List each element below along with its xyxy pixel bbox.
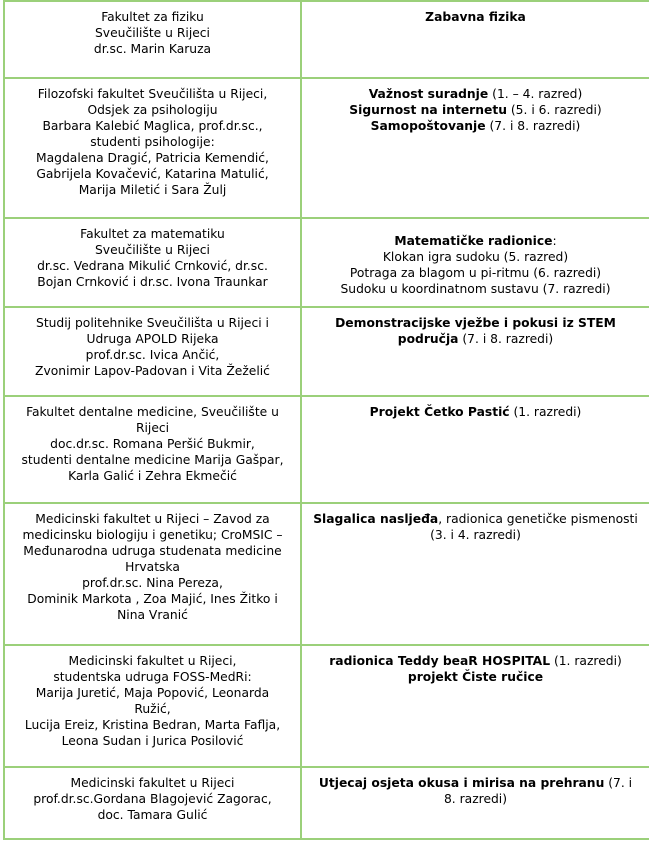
activity-line — [305, 249, 646, 265]
institution-line: Leona Sudan i Jurica Posilović — [61, 734, 244, 748]
institution-line: doc. Tamara Gulić — [97, 808, 208, 822]
activity-line — [305, 233, 646, 249]
institution-line: Fakultet za matematiku — [80, 227, 225, 241]
institution-line: Studij politehnike Sveučilišta u Rijeci i — [36, 316, 269, 330]
activity-detail: (7. i 8. razredi) — [458, 332, 554, 346]
activity-cell — [301, 1, 649, 78]
institution-line: Hrvatska — [125, 560, 180, 574]
institution-line: doc.dr.sc. Romana Peršić Bukmir, — [50, 437, 255, 451]
activity-detail: (1. razredi) — [550, 654, 622, 668]
institution-cell — [4, 218, 301, 307]
table-row — [4, 78, 649, 218]
activity-title: Utjecaj osjeta okusa i mirisa na prehranu — [318, 776, 605, 790]
institution-line: Odsjek za psihologiju — [87, 103, 218, 117]
activity-line — [305, 775, 646, 791]
activity-detail: (3. i 4. razredi) — [430, 528, 521, 542]
activity-detail: : — [552, 234, 557, 248]
activity-detail: Sudoku u koordinatnom sustavu (7. razredi) — [340, 282, 611, 296]
activity-title: projekt Čiste ručice — [407, 670, 544, 684]
activity-line — [305, 511, 646, 527]
activity-line — [305, 281, 646, 297]
activity-cell — [301, 645, 649, 767]
institution-line: Magdalena Dragić, Patricia Kemendić, — [36, 151, 269, 165]
activity-title: Demonstracijske vježbe i pokusi iz STEM — [335, 316, 616, 330]
activity-title: radionica Teddy beaR HOSPITAL — [329, 654, 551, 668]
activity-line — [305, 86, 646, 102]
institution-line: Ružić, — [134, 702, 171, 716]
institution-line: Gabrijela Kovačević, Katarina Matulić, — [36, 167, 269, 181]
table-row — [4, 396, 649, 503]
institution-cell — [4, 503, 301, 645]
institution-line: Barbara Kalebić Maglica, prof.dr.sc., — [42, 119, 263, 133]
institution-line: Udruga APOLD Rijeka — [86, 332, 219, 346]
institution-line: dr.sc. Vedrana Mikulić Crnković, dr.sc. — [37, 259, 268, 273]
institution-line: Medicinski fakultet u Rijeci – Zavod za — [35, 512, 270, 526]
activity-detail: Klokan igra sudoku (5. razred) — [382, 250, 569, 264]
activity-detail: (1. razredi) — [509, 405, 582, 419]
institution-line: Nina Vranić — [117, 608, 188, 622]
activity-title: Zabavna fizika — [425, 10, 526, 24]
institution-cell — [4, 1, 301, 78]
activity-line — [305, 118, 646, 134]
activity-detail: (7. i — [604, 776, 633, 790]
activity-title: Samopoštovanje — [370, 119, 486, 133]
institution-line: Međunarodna udruga studenata medicine — [23, 544, 282, 558]
institution-line: Medicinski fakultet u Rijeci, — [68, 654, 237, 668]
institution-line: Dominik Markota , Zoa Majić, Ines Žitko i — [27, 592, 278, 606]
institution-line: Lucija Ereiz, Kristina Bedran, Marta Faflja, — [24, 718, 281, 732]
institution-line: studenti dentalne medicine Marija Gašpar, — [21, 453, 284, 467]
table-row — [4, 767, 649, 839]
institution-line: Sveučilište u Rijeci — [95, 26, 210, 40]
activity-line — [305, 315, 646, 331]
institution-line: Medicinski fakultet u Rijeci — [70, 776, 235, 790]
institution-line: studentska udruga FOSS-MedRi: — [53, 670, 252, 684]
institution-line: prof.dr.sc.Gordana Blagojević Zagorac, — [33, 792, 272, 806]
institution-line: Karla Galić i Zehra Ekmečić — [68, 469, 237, 483]
activity-title: Važnost suradnje — [368, 87, 489, 101]
activity-detail: (7. i 8. razredi) — [485, 119, 581, 133]
activity-line — [305, 791, 646, 807]
activity-line — [305, 265, 646, 281]
activity-cell — [301, 767, 649, 839]
institution-line: prof.dr.sc. Ivica Ančić, — [85, 348, 220, 362]
institution-cell — [4, 307, 301, 396]
table-row — [4, 645, 649, 767]
institution-line: dr.sc. Marin Karuza — [93, 42, 212, 56]
institution-line: prof.dr.sc. Nina Pereza, — [82, 576, 223, 590]
institution-line: Fakultet dentalne medicine, Sveučilište u — [26, 405, 279, 419]
activity-line — [305, 331, 646, 347]
institution-line: Rijeci — [135, 421, 170, 435]
activity-cell — [301, 78, 649, 218]
institution-line: Fakultet za fiziku — [101, 10, 204, 24]
activity-line — [305, 102, 646, 118]
activity-line — [305, 404, 646, 420]
institution-line: Marija Miletić i Sara Žulj — [78, 183, 227, 197]
institution-cell — [4, 78, 301, 218]
institution-cell — [4, 767, 301, 839]
institution-line: Filozofski fakultet Sveučilišta u Rijeci, — [37, 87, 268, 101]
activity-detail: Potraga za blagom u pi-ritmu (6. razredi) — [349, 266, 602, 280]
activity-title: Slagalica nasljeđa — [313, 512, 439, 526]
activity-detail: (5. i 6. razredi) — [506, 103, 602, 117]
institution-line: Sveučilište u Rijeci — [95, 243, 210, 257]
activity-detail: , radionica genetičke pismenosti — [438, 512, 638, 526]
table-row — [4, 307, 649, 396]
table-row — [4, 1, 649, 78]
institution-cell — [4, 645, 301, 767]
institution-line: Marija Juretić, Maja Popović, Leonarda — [35, 686, 270, 700]
activity-line — [305, 669, 646, 685]
program-table — [3, 0, 649, 840]
activity-cell — [301, 218, 649, 307]
activity-cell — [301, 503, 649, 645]
activity-title: Matematičke radionice — [394, 234, 553, 248]
institution-line: Bojan Crnković i dr.sc. Ivona Traunkar — [37, 275, 268, 289]
table-row — [4, 503, 649, 645]
activity-line — [305, 527, 646, 543]
table-row — [4, 218, 649, 307]
institution-line: Zvonimir Lapov-Padovan i Vita Žeželić — [35, 364, 270, 378]
activity-line — [305, 653, 646, 669]
activity-title: područja — [397, 332, 459, 346]
activity-detail: 8. razredi) — [443, 792, 508, 806]
activity-title: Projekt Četko Pastić — [369, 405, 510, 419]
activity-detail: (1. – 4. razred) — [488, 87, 583, 101]
institution-line: studenti psihologije: — [90, 135, 215, 149]
institution-line: medicinsku biologiju i genetiku; CroMSIC – — [22, 528, 283, 542]
activity-line — [305, 9, 646, 25]
activity-cell — [301, 307, 649, 396]
activity-cell — [301, 396, 649, 503]
institution-cell — [4, 396, 301, 503]
activity-title: Sigurnost na internetu — [349, 103, 507, 117]
